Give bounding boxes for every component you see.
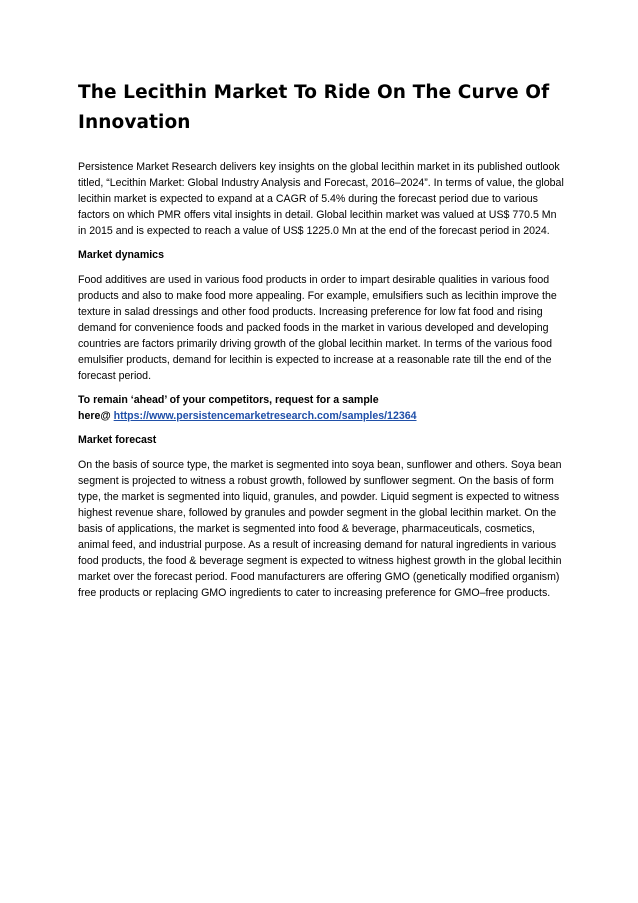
intro-paragraph: Persistence Market Research delivers key insights on the global lecithin market in its published outlook titled, “Lecithin Market: Global Industry Analysis and Forecast, 2016–2024”. In terms of value, the global lecithin market is expected to expand at a CAGR of 5.4% during the forecast period due to various factors on which PMR offers vital insights in detail. Global lecithin market was valued at US$ 770.5 Mn in 2015 and is expected to reach a value of US$ 1225.0 Mn at the end of the forecast period in 2024. [78, 161, 564, 238]
market-forecast-paragraph: On the basis of source type, the market is segmented into soya bean, sunflower and others. Soya bean segment is projected to witness a robust growth, followed by sunflower segment. On the basis of form type, the market is segmented into liquid, granules, and powder. Liquid segment is expected to witness highest revenue share, followed by granules and powder segment in the global lecithin market. On the basis of applications, the market is segmented into food & beverage, pharmaceuticals, cosmetics, animal feed, and industrial purpose. As a result of increasing demand for natural ingredients in various food products, the food & beverage segment is expected to witness highest growth in the global lecithin market over the forecast period. Food manufacturers are offering GMO (genetically modified organism) free products or replacing GMO ingredients to cater to increasing preference for GMO–free products. [78, 458, 562, 600]
document-title: The Lecithin Market To Ride On The Curve Of Innovation [78, 82, 550, 133]
sample-request-callout [78, 392, 564, 424]
document-page [78, 78, 564, 609]
sample-request-text: To remain ‘ahead’ of your competitors, request for a sample [78, 394, 379, 407]
sample-request-prefix: here@ [78, 410, 114, 423]
market-forecast-heading: Market forecast [78, 434, 157, 447]
market-dynamics-heading: Market dynamics [78, 249, 164, 262]
market-dynamics-paragraph: Food additives are used in various food products in order to impart desirable qualities in various food products and also to make food more appealing. For example, emulsifiers such as lecithin improve the texture in salad dressings and other food products. Increasing preference for low fat food and rising demand for convenience foods and packed foods in the market in various developed and developing countries are factors primarily driving growth of the global lecithin market. In terms of the various food emulsifier products, demand for lecithin is expected to increase at a reasonable rate till the end of the forecast period. [78, 273, 557, 383]
sample-request-link[interactable]: https://www.persistencemarketresearch.com/samples/12364 [113, 410, 417, 423]
